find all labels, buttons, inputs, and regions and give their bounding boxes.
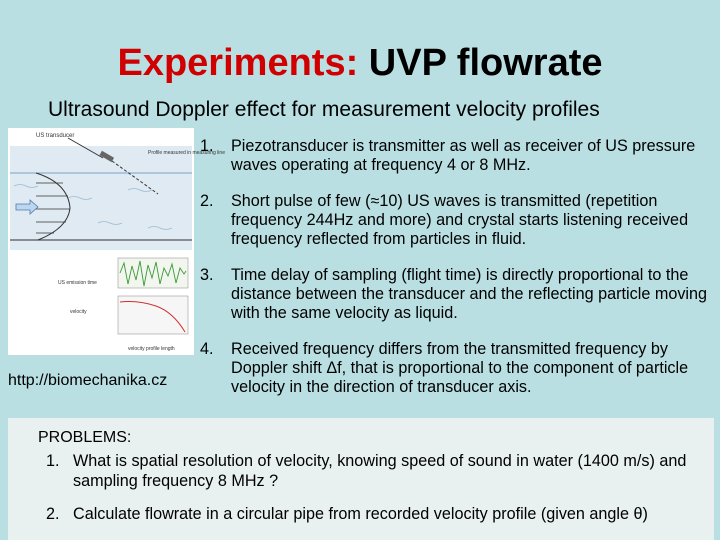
profile-length-label: velocity profile length [128, 346, 175, 352]
problem-text: Calculate flowrate in a circular pipe from recorded velocity profile (given angle θ) [73, 505, 648, 523]
problem-number: 1. [46, 452, 60, 470]
slide-title [0, 42, 720, 85]
step-item [200, 266, 715, 323]
problem-text: What is spatial resolution of velocity, knowing speed of sound in water (1400 m/s) and sampling frequency 8 MHz ? [73, 452, 687, 490]
problem-number: 2. [46, 505, 60, 523]
title-part-2: UVP flowrate [368, 42, 603, 84]
us-emission-label: US emission time [58, 280, 97, 286]
step-number: 3. [200, 266, 214, 284]
step-number: 1. [200, 137, 214, 155]
source-credit: http://biomechanika.cz [8, 372, 168, 389]
step-text: Piezotransducer is transmitter as well as receiver of US pressure waves operating at frequency 4 or 8 MHz. [231, 137, 696, 174]
step-number: 4. [200, 340, 214, 358]
step-item [200, 340, 715, 397]
title-part-1: Experiments: [117, 42, 359, 84]
slide-subtitle: Ultrasound Doppler effect for measurement velocity profiles [48, 98, 600, 121]
problem-item [46, 451, 712, 491]
velocity-label: velocity [70, 309, 87, 315]
step-item [200, 137, 715, 175]
problems-list [46, 451, 712, 537]
flow-panel [10, 146, 192, 250]
step-number: 2. [200, 192, 214, 210]
step-text: Time delay of sampling (flight time) is directly proportional to the distance between the transducer and the reflecting particle moving with the same velocity as liquid. [231, 266, 708, 322]
transducer-label: US transducer [36, 133, 75, 139]
step-item [200, 192, 715, 249]
profile-label: Profile measured in measuring line [148, 150, 225, 156]
step-text: Received frequency differs from the transmitted frequency by Doppler shift Δf, that is proportional to the component of particle velocity in the direction of transducer axis. [231, 340, 689, 396]
uvp-diagram [8, 128, 225, 355]
problem-item [46, 504, 712, 524]
problems-header: PROBLEMS: [38, 429, 132, 446]
problems-box [8, 418, 714, 540]
steps-list [200, 137, 715, 414]
step-text: Short pulse of few (≈10) US waves is transmitted (repetition frequency 244Hz and more) and crystal starts listening received frequency reflected from particles in fluid. [231, 192, 689, 248]
